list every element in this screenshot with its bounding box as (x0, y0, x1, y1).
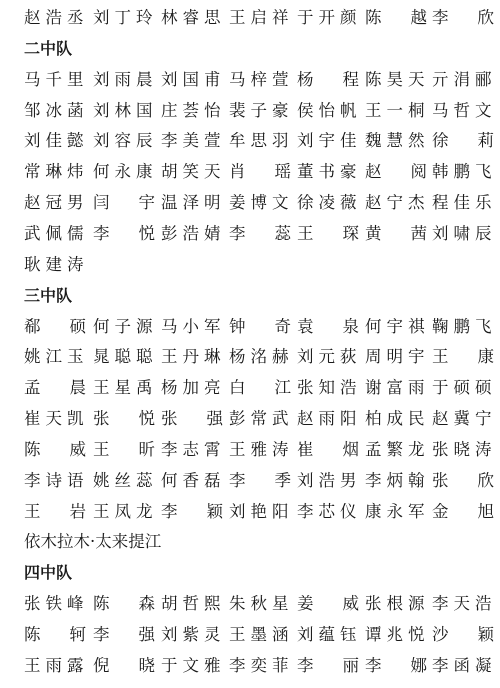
student-name: 张知浩 (297, 378, 362, 398)
student-name: 陈 森 (93, 594, 155, 614)
student-name: 魏慧然 (365, 131, 430, 151)
student-name: 于文雅 (161, 655, 226, 675)
student-name: 朱秋星 (229, 594, 294, 614)
student-name: 王星禹 (93, 378, 158, 398)
student-name: 周明宇 (365, 347, 430, 367)
student-name: 陈昊天 (365, 69, 430, 89)
student-name: 刘蕴钰 (297, 625, 362, 644)
student-name: 侯怡帆 (297, 100, 362, 120)
student-name: 鞠鹏飞 (432, 316, 497, 336)
student-name: 马千里 (24, 69, 89, 89)
student-name: 刘林国 (93, 100, 158, 120)
student-name: 李奕菲 (229, 655, 294, 675)
student-name: 武佩儒 (24, 223, 89, 243)
student-name: 李美萱 (161, 131, 226, 151)
student-name: 金 旭 (432, 501, 494, 521)
student-name: 王雅涛 (229, 439, 294, 459)
student-name: 胡哲熙 (161, 594, 226, 614)
student-name: 姜 威 (297, 594, 359, 614)
student-name: 韩鹏飞 (432, 162, 497, 182)
student-name: 孟繁龙 (365, 439, 430, 459)
student-name: 何香磊 (161, 470, 226, 490)
name-row (0, 435, 500, 465)
student-name: 刘佳懿 (24, 131, 89, 151)
student-name: 刘宇佳 (297, 131, 362, 151)
student-name: 何子源 (93, 316, 158, 336)
student-name: 温泽明 (161, 193, 226, 213)
student-name: 常琳炜 (24, 162, 89, 182)
student-name: 王 康 (432, 347, 494, 367)
student-name: 白 江 (229, 378, 291, 398)
student-name: 康永军 (365, 501, 430, 521)
student-name: 谢富雨 (365, 378, 430, 398)
student-name: 刘丁玲 (93, 8, 158, 27)
student-name: 赵 阅 (365, 162, 427, 182)
student-name: 王雨露 (24, 655, 89, 675)
student-name: 赵雨阳 (297, 409, 362, 429)
name-row (0, 250, 500, 280)
student-name: 张根源 (365, 594, 430, 614)
student-name: 李天浩 (432, 594, 497, 614)
student-name: 牟思羽 (229, 131, 294, 151)
student-name: 谭兆悦 (365, 625, 430, 644)
student-name: 孟 晨 (24, 378, 86, 398)
student-name: 刘浩男 (297, 470, 362, 490)
student-name: 董书豪 (297, 162, 362, 182)
student-name: 于开颜 (297, 8, 362, 27)
student-name: 李芯仪 (297, 501, 362, 521)
student-name: 张 悦 (93, 409, 155, 429)
name-row (0, 466, 500, 496)
student-name: 李函凝 (432, 655, 497, 675)
name-row (0, 651, 500, 681)
student-name: 赵浩丞 (24, 8, 89, 27)
student-name: 崔 烟 (297, 439, 359, 459)
student-name: 张 强 (161, 409, 223, 429)
student-name: 依木拉木·太来提江 (24, 532, 162, 552)
student-name: 何永康 (93, 162, 158, 182)
student-name: 彭浩婧 (161, 223, 226, 243)
student-name: 张铁峰 (24, 594, 89, 614)
student-name: 王启祥 (229, 8, 294, 27)
student-name: 柏成民 (365, 409, 430, 429)
student-name: 庄荟怡 (161, 100, 226, 120)
student-name: 李 娜 (365, 655, 427, 675)
student-name: 李炳翰 (365, 470, 430, 490)
student-name: 王一桐 (365, 100, 430, 120)
student-name: 姚丝蕊 (93, 470, 158, 490)
student-name: 王 岩 (24, 501, 86, 521)
squad-heading: 三中队 (24, 285, 73, 305)
student-name: 李 蕊 (229, 223, 291, 243)
student-name: 王凤龙 (93, 501, 158, 521)
squad-heading: 二中队 (24, 38, 73, 58)
name-row (0, 126, 500, 156)
student-name: 刘元荻 (297, 347, 362, 367)
student-name: 徐 莉 (432, 131, 494, 151)
student-name: 陈 越 (365, 8, 427, 27)
name-row (0, 157, 500, 187)
name-row (0, 3, 500, 33)
name-row (0, 620, 500, 650)
student-name: 马小军 (161, 316, 226, 336)
student-name: 李 悦 (93, 223, 155, 243)
name-row (0, 404, 500, 434)
student-name: 钟 奇 (229, 316, 291, 336)
student-name: 刘啸辰 (432, 223, 497, 243)
student-name: 刘容辰 (93, 131, 158, 151)
name-row (0, 96, 500, 126)
student-name: 张晓涛 (432, 439, 497, 459)
student-name: 林睿思 (161, 8, 226, 27)
student-name: 刘雨晨 (93, 69, 158, 89)
student-name: 赵冠男 (24, 193, 89, 213)
name-row (0, 497, 500, 527)
student-name: 耿建涛 (24, 254, 89, 274)
student-name: 程佳乐 (432, 193, 497, 213)
student-name: 裴子豪 (229, 100, 294, 120)
name-row (0, 373, 500, 403)
squad-heading: 四中队 (24, 563, 73, 583)
student-name: 杨 程 (297, 69, 359, 89)
student-name: 彭常武 (229, 409, 294, 429)
student-name: 郗 硕 (24, 316, 86, 336)
student-name: 王 琛 (297, 223, 359, 243)
student-name: 晁聪聪 (93, 347, 158, 367)
student-name: 杨加亮 (161, 378, 226, 398)
student-name: 倪 晓 (93, 655, 155, 675)
student-name: 赵宁杰 (365, 193, 430, 213)
student-name: 陈 威 (24, 439, 86, 459)
student-name: 李志霄 (161, 439, 226, 459)
name-row (0, 219, 500, 249)
name-row (0, 342, 500, 372)
student-name: 闫 宇 (93, 193, 155, 213)
student-name: 姜博文 (229, 193, 294, 213)
student-name: 张 欣 (432, 470, 494, 490)
student-name: 黄 茜 (365, 223, 427, 243)
student-name: 赵冀宁 (432, 409, 497, 429)
student-name: 肖 瑶 (229, 162, 291, 182)
student-name: 沙 颖 (432, 625, 494, 644)
student-name: 马哲文 (432, 100, 497, 120)
student-name: 徐凌薇 (297, 193, 362, 213)
student-name: 李 丽 (297, 655, 359, 675)
student-name: 刘艳阳 (229, 501, 294, 521)
student-name: 马梓萱 (229, 69, 294, 89)
student-name: 陈 轲 (24, 625, 86, 644)
student-name: 李 强 (93, 625, 155, 644)
student-name: 王 昕 (93, 439, 155, 459)
student-name: 杨洺赫 (229, 347, 294, 367)
name-row (0, 65, 500, 95)
student-name: 刘国甫 (161, 69, 226, 89)
student-name: 何宇祺 (365, 316, 430, 336)
name-row (0, 589, 500, 619)
name-row (0, 188, 500, 218)
name-row (0, 312, 500, 342)
student-name: 李诗语 (24, 470, 89, 490)
student-name: 亓涓郦 (432, 69, 497, 89)
student-name: 李 季 (229, 470, 291, 490)
student-name: 李 颖 (161, 501, 223, 521)
student-name: 袁 泉 (297, 316, 359, 336)
student-name: 邹冰菡 (24, 100, 89, 120)
student-name: 李 欣 (432, 8, 494, 27)
student-name: 姚江玉 (24, 347, 89, 367)
student-name: 崔天凯 (24, 409, 89, 429)
student-name: 刘紫灵 (161, 625, 226, 644)
student-name: 于硕硕 (432, 378, 497, 398)
student-name: 王墨涵 (229, 625, 294, 644)
name-row (0, 527, 500, 557)
student-name: 王丹琳 (161, 347, 226, 367)
student-name: 胡笑天 (161, 162, 226, 182)
